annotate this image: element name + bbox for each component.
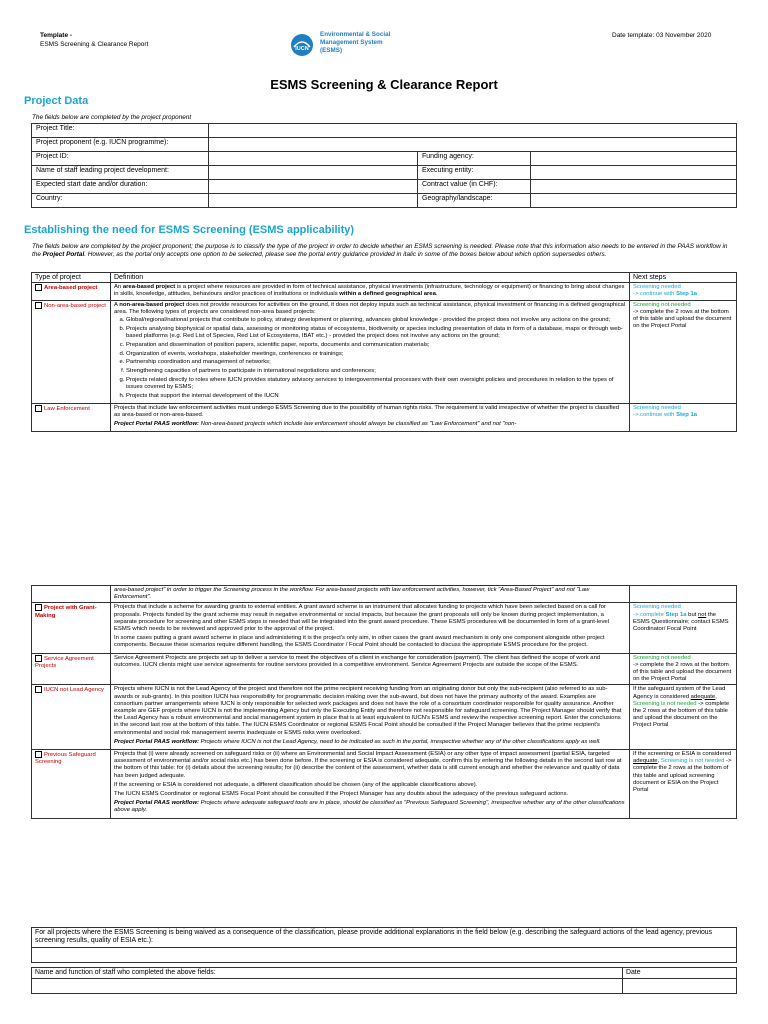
- law-enforcement-label: Law Enforcement: [44, 405, 90, 412]
- area-based-checkbox[interactable]: [35, 284, 42, 291]
- project-title-field[interactable]: [209, 124, 737, 138]
- area-based-label: Area-based project: [44, 285, 98, 292]
- waiver-explanation-label: For all projects where the ESMS Screening is being waived as a consequence of the classification, please provide additional explanations in the field below (e.g. describing the safeguard actions of the lead agency, previous screening results, quality of ESIA etc.):: [32, 928, 737, 948]
- grant-making-next: Screening needed -> complete Step 1a but not the ESMS Questionnaire; contact ESMS Coordinator/ Focal Point: [630, 603, 737, 653]
- classification-table-part2: [31, 585, 737, 819]
- grant-making-label: Project with Grant-Making: [35, 605, 97, 619]
- row-grant-making: [32, 603, 737, 653]
- waiver-table: [31, 927, 737, 963]
- grant-making-checkbox[interactable]: [35, 604, 42, 611]
- not-lead-agency-checkbox[interactable]: [35, 686, 42, 693]
- row-area-based: [32, 283, 737, 300]
- service-agreement-definition: Service Agreement Projects are projects set up to deliver a service to meet the objectives of a client in exchange for consideration (payment). The client has defined the scope of work and outcomes. IUCN clients might use service agreements for routine services provided in a competitive environment. Service Agreement Projects are outside the scope of the ESMS.: [111, 653, 630, 685]
- classification-table-part1: [31, 272, 737, 432]
- iucn-logo: [290, 33, 314, 57]
- system-line-3: (ESMS): [320, 47, 343, 55]
- previous-screening-next: If the screening or ESIA is considered adequate, Screening is not needed -> complete the 2 rows at the bottom of this table and upload screening document or ESIA on the Project Portal: [630, 750, 737, 819]
- project-id-label: Project ID:: [32, 152, 209, 166]
- non-area-based-next: Screening not needed -> complete the 2 rows at the bottom of this table and upload the document on the Project Portal: [630, 300, 737, 403]
- start-date-label: Expected start date and/or duration:: [32, 180, 209, 194]
- funding-agency-field[interactable]: [531, 152, 737, 166]
- row-service-agreement: [32, 653, 737, 685]
- col-type-header: Type of project: [32, 273, 111, 283]
- not-lead-agency-label: IUCN not Lead Agency: [44, 687, 104, 694]
- applicability-note: The fields below are completed by the project proponent; the purpose is to classify the type of the project in order to decide whether an ESMS screening is needed. Please note that this information also needs to be entered in the PAAS workflow in the Project Portal. However, as the portal only accepts one option to be selected, please see the portal entry guidance provided in italic in some of the boxes below about which option supersedes others.: [32, 243, 728, 258]
- not-lead-agency-definition: Projects where IUCN is not the Lead Agency of the project and therefore not the prime recipient receiving funding from an originating donor but only the sub-recipient (also referred to as sub-awards or sub-grants). In this position IUCN has responsibility for programmatic decision making over the sub-award, but does not have the primary authority of the award. Examples are consortium partner arrangements where IUCN is only responsible for selected work packages and does not have the role of a consortium coordinator responsible for quality assurance. Another example are GEF projects where IUCN is not the implementing Agency but only the Executing Entity and therefore not responsible for safeguard screening. The Project Manager should verify that the Lead Agency has a robust environmental and social management system in place that is at least equivalent to IUCN's ESMS and review the respective screening report. Enter the conclusions in the second last row at the bottom of this table. The IUCN ESMS Coordinator or regional ESMS Focal Point should be consulted if the Project Manager believes that the prime recipient's environmental and social risk management seems inadequate or ESMS risks were overlooked. Project Portal PAAS workflow: Projects where IUCN is not the Lead Agency, need to be indicated as such in the portal, irrespective whether any of the other classifications apply as well.: [111, 685, 630, 750]
- country-field[interactable]: [209, 194, 418, 208]
- previous-screening-label: Previous Safeguard Screening: [35, 752, 96, 766]
- service-agreement-label: Service Agreement Projects: [35, 655, 94, 669]
- project-data-heading: Project Data: [24, 95, 89, 107]
- col-definition-header: Definition: [111, 273, 630, 283]
- executing-entity-field[interactable]: [531, 166, 737, 180]
- row-previous-screening: [32, 750, 737, 819]
- signoff-table: [31, 967, 737, 994]
- project-data-note: The fields below are completed by the project proponent: [32, 114, 192, 121]
- geography-field[interactable]: [531, 194, 737, 208]
- start-date-field[interactable]: [209, 180, 418, 194]
- contract-value-field[interactable]: [531, 180, 737, 194]
- contract-value-label: Contract value (in CHF):: [418, 180, 531, 194]
- project-title-label: Project Title:: [32, 124, 209, 138]
- project-proponent-field[interactable]: [209, 138, 737, 152]
- template-label: Template -: [40, 32, 73, 39]
- staff-lead-field[interactable]: [209, 166, 418, 180]
- not-lead-agency-next: If the safeguard system of the Lead Agency is considered adequate, Screening is not needed -> complete the 2 rows at the bottom of this table and upload the document on the Project Portal: [630, 685, 737, 750]
- row-not-lead-agency: [32, 685, 737, 750]
- service-agreement-checkbox[interactable]: [35, 655, 42, 662]
- date-template: Date template: 03 November 2020: [612, 32, 712, 39]
- waiver-explanation-field[interactable]: [32, 947, 737, 962]
- svg-text:IUCN: IUCN: [295, 46, 309, 52]
- staff-name-field[interactable]: [32, 979, 623, 994]
- law-enforcement-checkbox[interactable]: [35, 405, 42, 412]
- applicability-heading: Establishing the need for ESMS Screening (ESMS applicability): [24, 224, 355, 236]
- geography-label: Geography/landscape:: [418, 194, 531, 208]
- law-enforcement-portal-cont: area-based project" in order to trigger the Screening process in the workflow. For area-based projects with law enforcement activities, however, tick "Area-Based Project" and not "Law Enforcement".: [111, 586, 630, 603]
- previous-screening-definition: Projects that (i) were already screened on safeguard risks or (ii) where an Environmental and Social Impact Assessment (ESIA) or any other type of impact assessment (partial ESIA, targeted assessment of environmental and/or social risks etc.) has been done before. If the screening or ESIA is considered adequate, confirm this by entering the following details in the second last row at the bottom of this table: for (i) details about the screening results; for (ii) describe the content of the assessment, whether data is still current enough and whether the relevance and quality of data has been judged adequate. If the screening or ESIA is considered not adequate, a different classification should be chosen (any of the applicable classifications above). The IUCN ESMS Coordinator or regional ESMS Focal Point should be consulted if the Project Manager has any doubts about the adequacy of the previous safeguard actions. Project Portal PAAS workflow: Projects where adequate safeguard tools are in place, should be classified as "Previous Safeguard Screening", irrespective whether any of the other classifications above apply.: [111, 750, 630, 819]
- system-line-2: Management System: [320, 39, 383, 47]
- area-based-definition: An area-based project is a project where resources are provided in form of technical assistance, physical investments (infrastructure, technology or equipment) or financing to bring about changes in skills, knowledge, attitudes, behaviours and/or practices of institutions or individuals within a defined geographical area.: [111, 283, 630, 300]
- staff-lead-label: Name of staff leading project development:: [32, 166, 209, 180]
- project-data-table: [31, 123, 737, 208]
- col-next-steps-header: Next steps: [630, 273, 737, 283]
- law-enforcement-definition: Projects that include law enforcement activities must undergo ESMS Screening due to the possibility of human rights risks. The requirement is valid irrespective of whether the project is classified as area-based or non-area-based. Project Portal PAAS workflow: Non-area-based projects which include law enforcement should always be classified as "Law Enforcement" and not "non-: [111, 403, 630, 432]
- non-area-based-checkbox[interactable]: [35, 302, 42, 309]
- service-agreement-next: Screening not needed -> complete the 2 rows at the bottom of this table and upload the document on the Project Portal: [630, 653, 737, 685]
- template-name: ESMS Screening & Clearance Report: [40, 40, 149, 48]
- date-field[interactable]: [623, 979, 737, 994]
- project-proponent-label: Project proponent (e.g. IUCN programme):: [32, 138, 209, 152]
- row-law-enforcement: [32, 403, 737, 432]
- funding-agency-label: Funding agency:: [418, 152, 531, 166]
- page-title: ESMS Screening & Clearance Report: [270, 77, 498, 92]
- row-law-enforcement-cont: [32, 586, 737, 603]
- previous-screening-checkbox[interactable]: [35, 751, 42, 758]
- non-area-based-definition: A non-area-based project does not provide resources for activities on the ground, it does not deploy inputs such as technical assistance, physical investment or financing in a defined geographical area. The following types of projects are considered non-area based projects: a. Global/regional/national projects that contribute to policy, strategy development or planning, advances global knowledge - provided the project does not involve any actions on the ground; b. Projects analysing biophysical or spatial data, assessing or monitoring status of ecosystems, biodiversity or species including presentation of data in form of a database, maps or through web-based platforms (e.g. Red List of Species, Red List of Ecosystems, IBAT etc.) - provided the project does not involve any actions on the ground; c. Preparation and dissemination of position papers, scientific paper, reports, documents and communication materials; d. Organization of events, workshops, stakeholder meetings, conferences or trainings; e. Partnership coordination and management of networks; f. Strengthening capacities of partners to participate in international negotiations and conferences; g. Projects related directly to roles where IUCN provides statutory advisory services to intergovernmental processes with their own oversight policies and procedures in relation to the types of issues covered by ESMS; h. Projects that support the internal development of the IUCN: [111, 300, 630, 403]
- system-line-1: Environmental & Social: [320, 31, 391, 38]
- project-id-field[interactable]: [209, 152, 418, 166]
- area-based-next: Screening needed -> continue with Step 1a: [630, 283, 737, 300]
- grant-making-definition: Projects that include a scheme for awarding grants to external entities. A grant award scheme is an instrument that allocates funding to projects which have been selected based on a call for proposals. Projects funded by the grant scheme may result in negative environmental or social impacts, but because the grant proposals will only be known during project implementation, a separate procedure for screening and other ESMS steps is needed that will be integrated into the grant award procedure. These ESMS procedures will be documented in form of a grant-level ESMS which needs to be reviewed and approved prior to the approval of the project. In some cases putting a grant award scheme in place and administering it is the project's only aim, in other cases the grant award mechanism is only one component alongside other project components. Because these scenarios require different handling, the ESMS Coordinator / Focal Point should be contacted to discuss the appropriate ESMS procedure for the project.: [111, 603, 630, 653]
- esms-system-name: [320, 31, 390, 56]
- template-header: [40, 32, 148, 49]
- law-enforcement-next: Screening needed -> continue with Step 1a: [630, 403, 737, 432]
- date-label: Date: [623, 968, 737, 979]
- non-area-based-label: Non-area-based project: [44, 302, 106, 309]
- staff-name-label: Name and function of staff who completed the above fields:: [32, 968, 623, 979]
- executing-entity-label: Executing entity:: [418, 166, 531, 180]
- row-non-area-based: [32, 300, 737, 403]
- country-label: Country:: [32, 194, 209, 208]
